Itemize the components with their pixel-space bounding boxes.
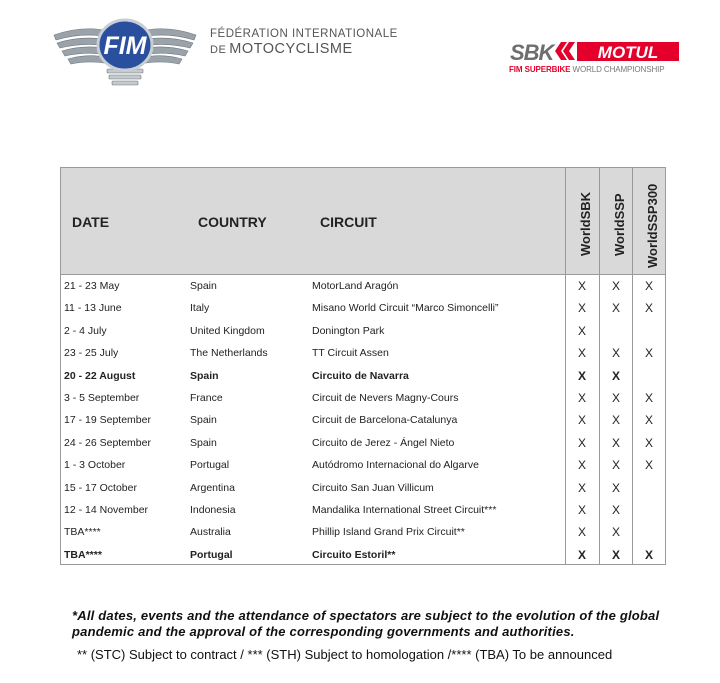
- row-worldssp300-mark: X: [644, 413, 653, 428]
- table-header: [61, 168, 665, 275]
- table-row: [61, 297, 665, 319]
- row-date: 12 - 14 November: [64, 504, 149, 516]
- row-country: Spain: [190, 369, 219, 382]
- row-country: Portugal: [190, 548, 233, 561]
- row-worldsbk-mark: X: [577, 480, 586, 495]
- row-country: Argentina: [190, 481, 235, 494]
- disclaimer-note: *All dates, events and the attendance of spectators are subject to the evolution of the global pandemic and the approval of the corresponding governments and authorities.: [72, 608, 660, 639]
- row-worldssp300-mark: X: [644, 458, 653, 473]
- row-worldsbk-mark: X: [577, 301, 586, 316]
- table-row: [61, 477, 665, 499]
- row-worldsbk-mark: X: [577, 323, 586, 338]
- row-worldssp300-mark: X: [644, 346, 653, 361]
- sbk-wordmark: [509, 40, 681, 64]
- row-worldssp300-mark: X: [644, 301, 653, 316]
- header-worldsbk: WorldSBK: [578, 191, 593, 256]
- row-worldsbk-mark: X: [577, 547, 586, 562]
- row-date: 24 - 26 September: [64, 436, 151, 449]
- federation-line-1: FÉDÉRATION INTERNATIONALE: [210, 28, 398, 40]
- row-circuit: Autódromo Internacional do Algarve: [312, 459, 479, 472]
- row-worldsbk-mark: X: [577, 458, 586, 473]
- header-worldssp: WorldSSP: [612, 193, 627, 256]
- row-worldsbk-mark: X: [577, 525, 586, 540]
- row-worldssp-mark: X: [611, 525, 620, 540]
- svg-text:SBK: SBK: [510, 40, 554, 64]
- row-circuit: Phillip Island Grand Prix Circuit**: [312, 526, 465, 539]
- row-worldsbk-mark: X: [577, 368, 586, 383]
- sbk-subtitle: [509, 65, 665, 74]
- federation-name: [210, 28, 398, 58]
- row-country: Spain: [190, 436, 217, 449]
- row-country: Spain: [190, 414, 217, 427]
- federation-de: DE: [210, 44, 227, 56]
- sbk-subtitle-red: FIM SUPERBIKE: [509, 65, 571, 74]
- header-country: COUNTRY: [198, 214, 267, 230]
- row-worldsbk-mark: X: [577, 503, 586, 517]
- table-row: [61, 521, 665, 543]
- row-worldsbk-mark: X: [577, 279, 586, 293]
- federation-line-2: [210, 41, 398, 58]
- row-date: 11 - 13 June: [64, 302, 122, 315]
- row-circuit: Circuit de Nevers Magny-Cours: [312, 392, 459, 404]
- row-worldssp-mark: X: [611, 458, 620, 473]
- row-country: United Kingdom: [190, 324, 265, 337]
- row-worldssp-mark: X: [611, 391, 620, 405]
- row-circuit: Circuito de Jerez - Ángel Nieto: [312, 436, 455, 449]
- row-worldssp300-mark: X: [644, 279, 653, 293]
- federation-motocyclisme: MOTOCYCLISME: [229, 41, 353, 57]
- table-row: [61, 387, 665, 409]
- row-date: 17 - 19 September: [64, 414, 151, 427]
- table-row: [61, 544, 665, 566]
- table-row: [61, 432, 665, 454]
- row-country: France: [190, 392, 223, 404]
- row-worldsbk-mark: X: [577, 346, 586, 361]
- row-circuit: Mandalika International Street Circuit***: [312, 504, 497, 516]
- row-worldssp-mark: X: [611, 435, 620, 450]
- row-circuit: Donington Park: [312, 324, 385, 337]
- row-circuit: Circuit de Barcelona-Catalunya: [312, 414, 458, 427]
- abbreviation-legend: ** (STC) Subject to contract / *** (STH) Subject to homologation /**** (TBA) To be announced: [77, 647, 613, 662]
- row-worldsbk-mark: X: [577, 435, 586, 450]
- row-worldssp-mark: X: [611, 368, 620, 383]
- row-country: Indonesia: [190, 504, 236, 516]
- row-worldssp300-mark: X: [644, 391, 653, 405]
- calendar-table: [60, 167, 666, 565]
- row-circuit: TT Circuit Assen: [312, 347, 389, 360]
- row-country: Australia: [190, 526, 231, 539]
- row-date: 1 - 3 October: [64, 459, 126, 472]
- svg-text:FIM: FIM: [103, 32, 147, 60]
- table-row: [61, 275, 665, 297]
- row-worldssp-mark: X: [611, 503, 620, 517]
- header-circuit: CIRCUIT: [320, 214, 377, 230]
- fim-logo: [52, 17, 198, 89]
- row-country: Italy: [190, 302, 210, 315]
- row-circuit: Misano World Circuit “Marco Simoncelli”: [312, 302, 499, 315]
- row-date: 23 - 25 July: [64, 347, 119, 360]
- row-date: 20 - 22 August: [64, 369, 136, 382]
- row-date: TBA****: [64, 548, 102, 561]
- row-worldssp-mark: X: [611, 301, 620, 316]
- table-row: [61, 320, 665, 342]
- row-country: Portugal: [190, 459, 230, 472]
- row-worldsbk-mark: X: [577, 413, 586, 428]
- table-row: [61, 454, 665, 476]
- table-row: [61, 342, 665, 364]
- row-date: 2 - 4 July: [64, 324, 107, 337]
- row-circuit: Circuito San Juan Villicum: [312, 481, 434, 494]
- row-worldssp-mark: X: [611, 413, 620, 428]
- row-worldssp-mark: X: [611, 480, 620, 495]
- svg-text:MOTUL: MOTUL: [597, 43, 659, 62]
- row-date: TBA****: [64, 526, 101, 539]
- row-country: The Netherlands: [190, 347, 268, 360]
- table-row: [61, 365, 665, 387]
- row-worldssp-mark: X: [611, 547, 620, 562]
- table-row: [61, 409, 665, 431]
- row-worldssp-mark: X: [611, 346, 620, 361]
- row-worldsbk-mark: X: [577, 391, 586, 405]
- row-date: 3 - 5 September: [64, 392, 140, 404]
- row-circuit: Circuito de Navarra: [312, 369, 409, 382]
- sbk-subtitle-grey: WORLD CHAMPIONSHIP: [572, 65, 665, 74]
- row-date: 21 - 23 May: [64, 280, 120, 292]
- row-country: Spain: [190, 280, 217, 292]
- sbk-motul-logo: [509, 40, 681, 78]
- row-circuit: Circuito Estoril**: [312, 548, 396, 561]
- row-worldssp-mark: X: [611, 279, 620, 293]
- row-circuit: MotorLand Aragón: [312, 280, 399, 292]
- table-row: [61, 499, 665, 521]
- row-date: 15 - 17 October: [64, 481, 137, 494]
- header-date: DATE: [72, 214, 110, 230]
- row-worldssp300-mark: X: [644, 435, 653, 450]
- row-worldssp300-mark: X: [644, 547, 653, 562]
- header-worldssp300: WorldSSP300: [645, 183, 660, 268]
